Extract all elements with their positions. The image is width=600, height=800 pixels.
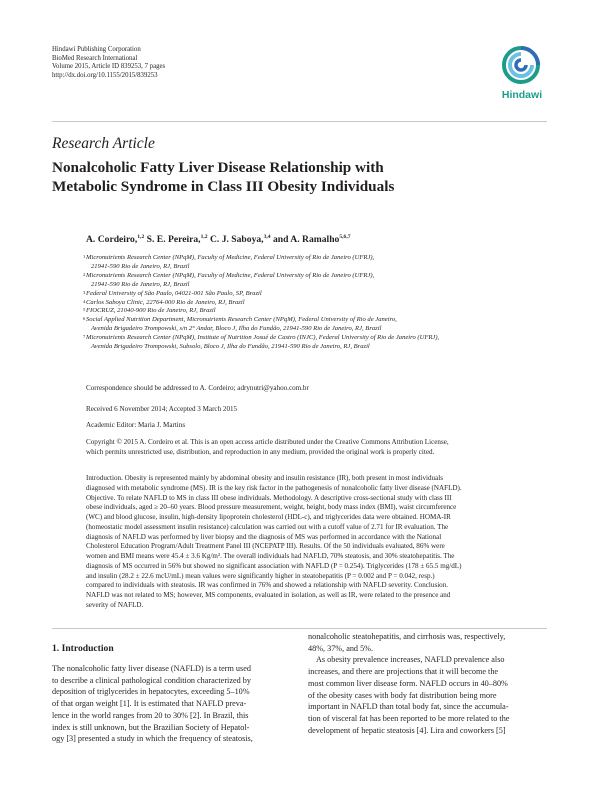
affiliation-item [83, 316, 556, 334]
abstract-line: diagnosis of NAFLD was performed by liver biopsy and the diagnosis of MS was performed in accordance with the National [86, 532, 442, 541]
body-line: ogy [3] presented a study in which the frequency of steatosis, [52, 734, 253, 744]
abstract-line: Cholesterol Education Program/Adult Treatment Panel III (NCEPATP III). Results. Of the 50 individuals evaluated, 86% were [86, 542, 445, 551]
abstract-line: and insulin (28.2 ± 22.6 mcU/mL) mean values were significantly higher in steatohepatitis (P = 0.002 and P = 0.042, resp.) [86, 571, 435, 580]
author-affil-ref: 1,2 [137, 234, 145, 240]
logo-text: Hindawi [501, 89, 543, 101]
journal-header [52, 46, 165, 80]
body-column-right [308, 631, 550, 736]
affiliation-item [83, 334, 556, 352]
abstract-line: Objective. To relate NAFLD to MS in class III obese individuals. Methodology. A descriptive cross-sectional study with class III [86, 493, 452, 502]
affiliation-list [83, 254, 556, 352]
abstract-line: (homeostatic model assessment insulin resistance) calculation was carried out with a cutoff value of 2.71 for IR evaluation. The [86, 522, 449, 531]
author-list [86, 234, 351, 245]
abstract-line: diagnosed with metabolic syndrome (MS). IR is the key risk factor in the pathogenesis of nonalcoholic fatty liver disease (NAFLD). [86, 483, 462, 492]
abstract-line: NAFLD was not related to MS; however, MS components, evaluated in isolation, as well as IR, were related to the presence and [86, 591, 451, 599]
body-line: development of hepatic steatosis [4]. Lira and coworkers [5] [308, 725, 506, 735]
article-title [52, 158, 532, 196]
affiliation-line: Avenida Brigadeiro Trompowski, Subsolo, Bloco J, Ilha do Fundão, 21941-590 Rio de Janeiro, RJ, Brazil [91, 343, 370, 351]
abstract-divider [52, 628, 547, 629]
affiliation-item [83, 298, 556, 308]
affiliation-item [83, 254, 556, 272]
body-line: most common liver disease form. NAFLD occurs in 40–80% [308, 678, 508, 688]
abstract-line: Introduction. Obesity is represented mainly by abdominal obesity and insulin resistance (IR), both present in most individuals [86, 474, 443, 482]
copyright-notice [86, 438, 551, 457]
abstract-line: diagnosis of MS occurred in 56% but showed no significant association with NAFLD (P = 0.254). Triglycerides (178 ± 65.5 mg/dL) [86, 561, 462, 570]
body-line: of the obesity cases with body fat distribution being more [308, 690, 497, 700]
hindawi-logo [494, 44, 548, 104]
affiliation-line: Micronutrients Research Center (NPqM), Faculty of Medicine, Federal University of Rio de Janeiro (UFRJ), [86, 254, 375, 261]
abstract-line: severity of NAFLD. [86, 600, 144, 609]
author-affil-ref: 5,6,7 [339, 234, 351, 240]
abstract-line: obese individuals, aged ≥ 20–60 years. Blood pressure measurement, weight, height, body mass index (BMI), waist circumference [86, 503, 457, 512]
affiliation-number: 4 [83, 298, 86, 304]
affiliation-number: 2 [83, 271, 86, 277]
body-line: lence in the world ranges from 20 to 30% [2]. In Brazil, this [52, 710, 249, 720]
title-line: Nonalcoholic Fatty Liver Disease Relationship with [52, 159, 384, 176]
affiliation-number: 6 [83, 316, 86, 322]
affiliation-item [83, 307, 556, 316]
body-line: deposition of triglycerides in hepatocytes, exceeding 5–10% [52, 687, 250, 697]
body-line: important in NAFLD than total body fat, since the accumula- [308, 702, 509, 712]
academic-editor: Academic Editor: Maria J. Martins [86, 421, 186, 429]
affiliation-line: Micronutrients Research Center (NPqM), Faculty of Medicine, Federal University of Rio de Janeiro (UFRJ), [86, 271, 375, 279]
correspondence: Correspondence should be addressed to A. Cordeiro; adrynutri@yahoo.com.br [86, 384, 309, 392]
publisher: Hindawi Publishing Corporation [52, 46, 141, 53]
abstract-line: (WC) and blood glucose, insulin, high-density lipoprotein cholesterol (HDL-c), and triglycerides data were obtained. HOMA-IR [86, 513, 451, 521]
author-name: and A. Ramalho [272, 234, 340, 246]
affiliation-line: 21941-590 Rio de Janeiro, RJ, Brazil [91, 262, 190, 270]
affiliation-line: Micronutrients Research Center (NPqM), Institute of Nutrition Josué de Castro (INJC), Federal University of Rio de Janeiro (UFRJ), [86, 334, 440, 342]
copyright-line: Copyright © 2015 A. Cordeiro et al. This is an open access article distributed under the Creative Commons Attribution License, [86, 438, 449, 446]
section-heading: 1. Introduction [52, 643, 114, 654]
affiliation-line: Avenida Brigadeiro Trompowski, s/n 2° Andar, Bloco J, Ilha do Fundão, 21941-590 Rio de Janeiro, RJ, Brazil [91, 325, 382, 333]
copyright-line: which permits unrestricted use, distribution, and reproduction in any medium, provided the original work is properly cited. [86, 447, 435, 456]
body-line: index is still unknown, but the Brazilian Society of Hepatol- [52, 722, 250, 732]
body-line: 48%, 37%, and 5%. [308, 643, 374, 653]
affiliation-number: 1 [83, 254, 86, 259]
journal-name: BioMed Research International [52, 54, 138, 62]
received-accepted-dates: Received 6 November 2014; Accepted 3 March 2015 [86, 405, 238, 413]
affiliation-line: Social Applied Nutrition Department, Micronutrients Research Center (NPqM), Federal University of Rio de Janeiro, [86, 316, 397, 324]
doi-link[interactable]: http://dx.doi.org/10.1155/2015/839253 [52, 71, 158, 79]
affiliation-item [83, 271, 556, 290]
body-line: nonalcoholic steatohepatitis, and cirrhosis was, respectively, [308, 632, 506, 641]
abstract-line: women and BMI means were 45.4 ± 3.6 Kg/m². The overall individuals had NAFLD, 70% steatosis, and 30% steatohepatitis. The [86, 552, 455, 560]
author-affil-ref: 1,2 [200, 234, 208, 240]
affiliation-line: Federal University of São Paulo, 04021-001 São Paulo, SP, Brazil [86, 289, 262, 297]
affiliation-line: FIOCRUZ, 21040-900 Rio de Janeiro, RJ, Brazil [86, 307, 216, 315]
affiliation-line: Carlos Saboya Clinic, 22764-000 Rio de Janeiro, RJ, Brazil [86, 298, 245, 306]
affiliation-item [83, 289, 556, 299]
author-name: C. J. Saboya, [209, 234, 264, 246]
abstract-line: compared to individuals with steatosis. IR was confirmed in 76% and showed a relationship with NAFLD severity. Conclusion. [86, 581, 449, 590]
volume-info: Volume 2015, Article ID 839253, 7 pages [52, 63, 166, 71]
article-type: Research Article [52, 135, 155, 152]
author-name: S. E. Pereira, [146, 234, 201, 246]
abstract [86, 474, 551, 611]
body-line: The nonalcoholic fatty liver disease (NAFLD) is a term used [52, 664, 251, 673]
header-divider [52, 121, 547, 122]
affiliation-line: 21941-590 Rio de Janeiro, RJ, Brazil [91, 280, 190, 288]
author-name: A. Cordeiro, [86, 234, 138, 246]
body-line: As obesity prevalence increases, NAFLD prevalence also [316, 655, 505, 665]
affiliation-number: 5 [83, 307, 86, 313]
author-affil-ref: 3,4 [263, 234, 271, 240]
body-line: increases, and there are projections that it will become the [308, 667, 499, 677]
body-line: tion of visceral fat has been reported to be more related to the [308, 713, 510, 723]
body-column-left [52, 663, 294, 745]
body-line: to describe a clinical pathological condition characterized by [52, 675, 251, 685]
title-line: Metabolic Syndrome in Class III Obesity Individuals [52, 178, 395, 195]
body-line: of that organ weight [1]. It is estimated that NAFLD preva- [52, 699, 247, 709]
hindawi-rings-icon [494, 44, 548, 88]
affiliation-number: 3 [83, 289, 86, 295]
affiliation-number: 7 [83, 334, 86, 340]
